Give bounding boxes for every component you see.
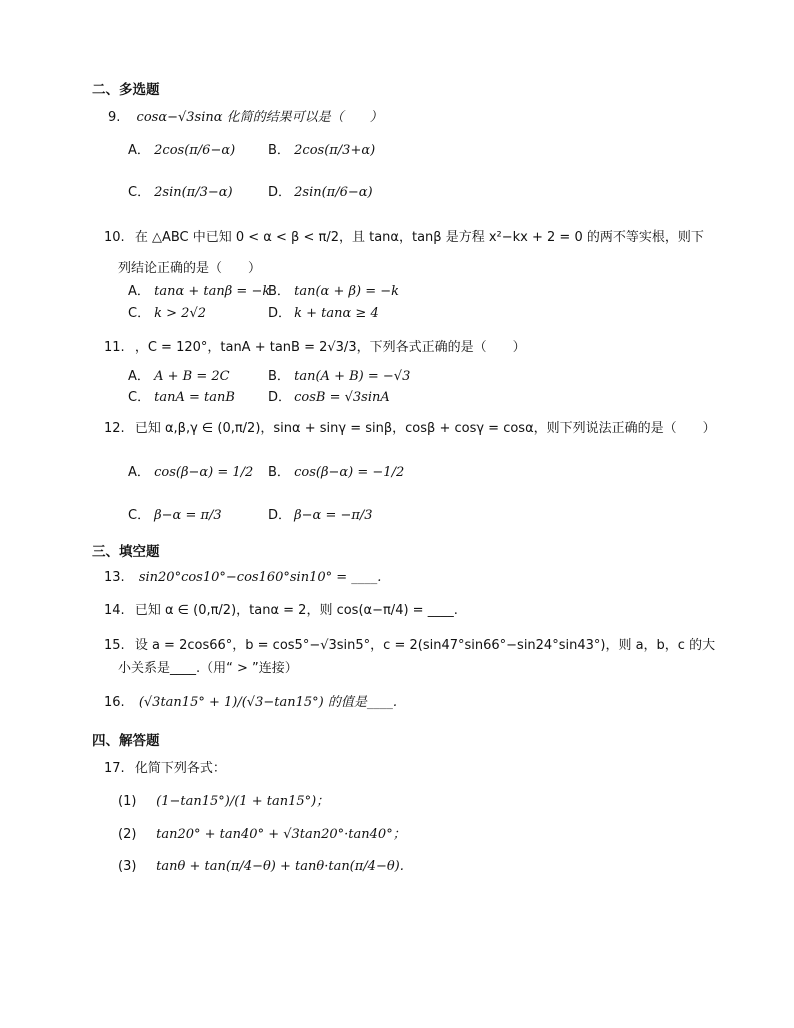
- option-text: tanA = tanB: [154, 390, 235, 405]
- question-number: 16.: [104, 695, 125, 710]
- question-10-line2: 列结论正确的是（ ）: [118, 261, 262, 276]
- q12-option-b: [268, 463, 404, 483]
- option-text: 2sin(π/6−α): [294, 185, 373, 200]
- question-number: 11.: [104, 340, 125, 355]
- option-text: k + tanα ≥ 4: [294, 306, 379, 321]
- question-number: 10.: [104, 230, 125, 245]
- option-label: B．: [268, 284, 290, 299]
- part-label: (3): [118, 859, 137, 874]
- option-text: 2cos(π/6−α): [154, 143, 236, 158]
- question-17: [104, 759, 226, 779]
- q11-option-c: [128, 388, 235, 408]
- q9-option-c: [128, 183, 233, 203]
- option-label: D．: [268, 508, 292, 523]
- q17-part-2: [118, 825, 406, 845]
- question-12: [104, 419, 716, 439]
- part-label: (2): [118, 827, 137, 842]
- q11-option-d: [268, 388, 390, 408]
- question-number: 17.: [104, 761, 125, 776]
- part-label: (1): [118, 794, 137, 809]
- q11-option-b: [268, 367, 410, 387]
- question-stem: (√3tan15° + 1)/(√3−tan15°) 的值是____.: [138, 695, 397, 710]
- question-11: [104, 338, 526, 358]
- option-text: k > 2√2: [154, 306, 207, 321]
- question-stem: ，C = 120°，tanA + tanB = 2√3/3，下列各式正确的是（ ）: [134, 340, 526, 355]
- part-expression: tan20° + tan40° + √3tan20°·tan40°；: [156, 827, 406, 842]
- question-number: 9.: [108, 110, 121, 125]
- section-multi-choice: 二、多选题: [92, 82, 160, 98]
- q12-option-a: [128, 463, 253, 483]
- option-label: B．: [268, 143, 290, 158]
- q10-option-b: [268, 282, 399, 302]
- question-number: 12.: [104, 421, 125, 436]
- option-text: β−α = π/3: [154, 508, 222, 523]
- q9-option-d: [268, 183, 373, 203]
- question-9: [108, 108, 383, 128]
- option-label: C．: [128, 306, 151, 321]
- question-stem: sin20°cos10°−cos160°sin10° = ____.: [138, 570, 382, 585]
- question-stem: 已知 α ∈ (0,π/2)，tanα = 2，则 cos(α−π/4) = ____.: [134, 603, 458, 618]
- question-16: [104, 693, 397, 713]
- option-label: A．: [128, 143, 150, 158]
- question-stem: cosα−√3sinα 化简的结果可以是（ ）: [136, 110, 383, 125]
- question-stem-line1: 在 △ABC 中已知 0 < α < β < π/2，且 tanα，tanβ 是方程 x²−kx + 2 = 0 的两不等实根，则下: [134, 230, 704, 245]
- option-text: cos(β−α) = 1/2: [154, 465, 254, 480]
- q9-option-b: [268, 141, 375, 161]
- question-number: 14.: [104, 603, 125, 618]
- option-label: B．: [268, 369, 290, 384]
- option-label: B．: [268, 465, 290, 480]
- question-13: [104, 568, 381, 588]
- question-stem-line1: 设 a = 2cos66°，b = cos5°−√3sin5°，c = 2(sin47°sin66°−sin24°sin43°)，则 a，b，c 的大: [134, 638, 716, 653]
- part-expression: (1−tan15°)/(1 + tan15°)；: [156, 794, 330, 809]
- section-fill-blank: 三、填空题: [92, 544, 160, 560]
- option-label: C．: [128, 185, 151, 200]
- option-label: A．: [128, 465, 150, 480]
- option-label: D．: [268, 185, 292, 200]
- question-stem: 已知 α,β,γ ∈ (0,π/2)，sinα + sinγ = sinβ，cosβ + cosγ = cosα，则下列说法正确的是（ ）: [134, 421, 716, 436]
- question-15-line2: 小关系是____.（用“ > ”连接）: [118, 661, 298, 676]
- option-text: cosB = √3sinA: [294, 390, 390, 405]
- option-label: C．: [128, 390, 151, 405]
- option-label: A．: [128, 284, 150, 299]
- section-solution: 四、解答题: [92, 733, 160, 749]
- q10-option-c: [128, 304, 206, 324]
- question-10: [104, 228, 704, 248]
- q17-part-3: [118, 857, 404, 877]
- question-14: [104, 601, 458, 621]
- part-expression: tanθ + tan(π/4−θ) + tanθ·tan(π/4−θ).: [156, 859, 404, 874]
- option-label: D．: [268, 390, 292, 405]
- option-label: C．: [128, 508, 151, 523]
- option-text: tanα + tanβ = −k: [154, 284, 271, 299]
- option-text: 2cos(π/3+α): [294, 143, 376, 158]
- q9-option-a: [128, 141, 235, 161]
- option-text: tan(A + B) = −√3: [294, 369, 411, 384]
- q10-option-d: [268, 304, 379, 324]
- q10-option-a: [128, 282, 270, 302]
- q17-part-1: [118, 792, 329, 812]
- question-number: 13.: [104, 570, 125, 585]
- question-number: 15.: [104, 638, 125, 653]
- option-label: D．: [268, 306, 292, 321]
- question-stem: 化简下列各式：: [134, 761, 226, 776]
- question-15: [104, 636, 715, 656]
- option-text: 2sin(π/3−α): [154, 185, 233, 200]
- q12-option-c: [128, 506, 222, 526]
- option-text: cos(β−α) = −1/2: [294, 465, 405, 480]
- option-text: β−α = −π/3: [294, 508, 373, 523]
- option-text: A + B = 2C: [154, 369, 230, 384]
- option-label: A．: [128, 369, 150, 384]
- q11-option-a: [128, 367, 230, 387]
- q12-option-d: [268, 506, 373, 526]
- option-text: tan(α + β) = −k: [294, 284, 400, 299]
